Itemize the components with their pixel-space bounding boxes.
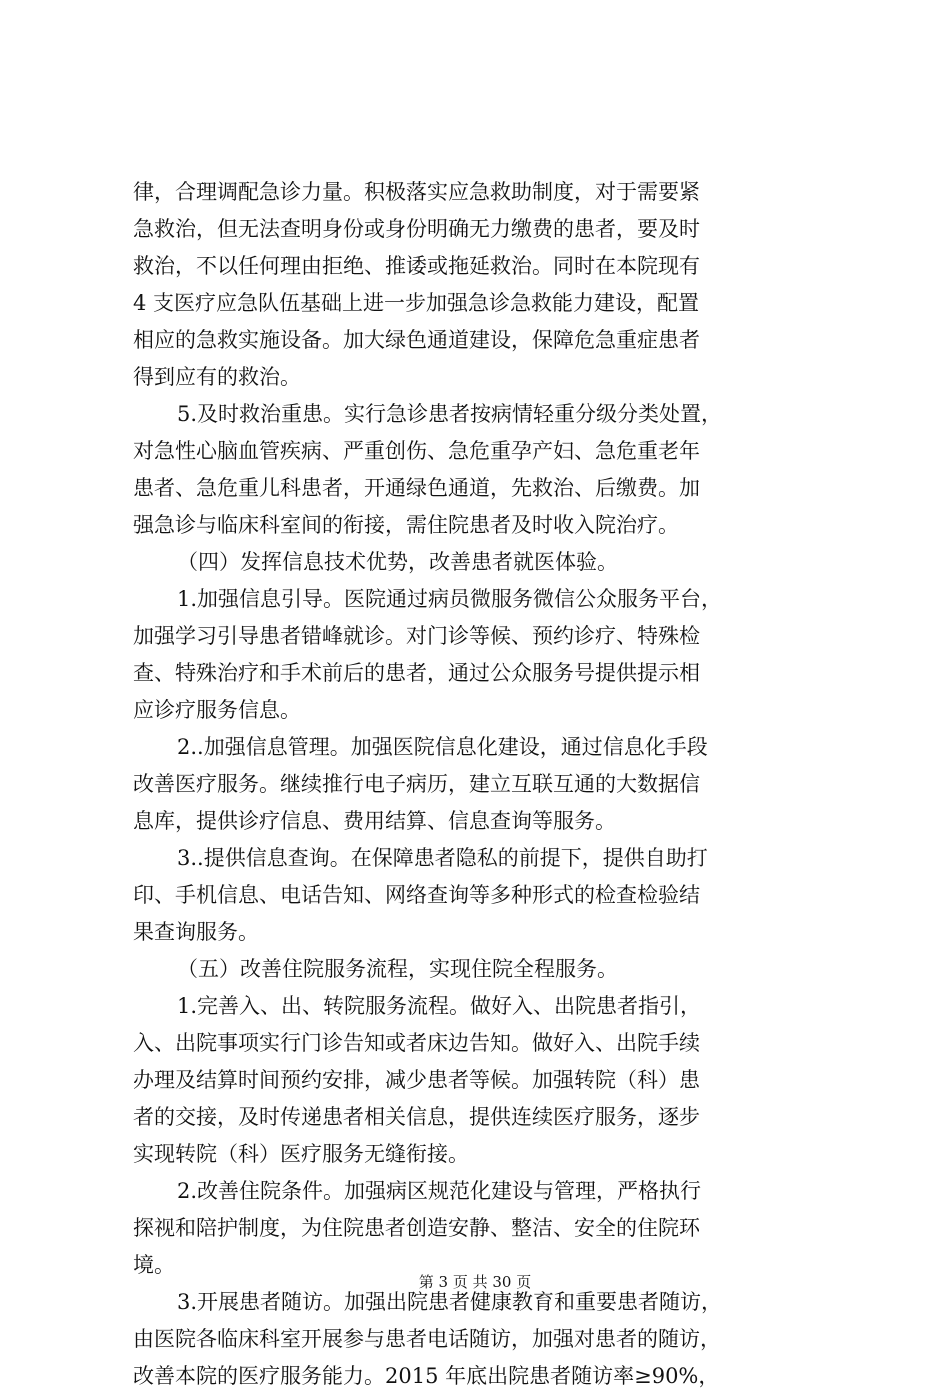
text-line: 息库，提供诊疗信息、费用结算、信息查询等服务。 xyxy=(133,809,616,833)
text-line: 入、出院事项实行门诊告知或者床边告知。做好入、出院手续 xyxy=(133,1031,700,1055)
text-line: 3..提供信息查询。在保障患者隐私的前提下，提供自助打 xyxy=(177,846,708,870)
text-line: 5.及时救治重患。实行急诊患者按病情轻重分级分类处置， xyxy=(177,402,723,426)
text-line: 得到应有的救治。 xyxy=(133,365,301,389)
text-line: 者的交接，及时传递患者相关信息，提供连续医疗服务，逐步 xyxy=(133,1105,700,1129)
text-line: 办理及结算时间预约安排，减少患者等候。加强转院（科）患 xyxy=(133,1068,700,1092)
text-line: 救治，不以任何理由拒绝、推诿或拖延救治。同时在本院现有 xyxy=(133,254,700,278)
text-line: 2.改善住院条件。加强病区规范化建设与管理，严格执行 xyxy=(177,1179,702,1203)
text-line: （四）发挥信息技术优势，改善患者就医体验。 xyxy=(177,550,618,574)
page-footer: 第 3 页 共 30 页 xyxy=(418,1273,532,1291)
text-line: 患者、急危重儿科患者，开通绿色通道，先救治、后缴费。加 xyxy=(133,476,700,500)
text-line: 3.开展患者随访。加强出院患者健康教育和重要患者随访， xyxy=(177,1290,723,1314)
text-line: 急救治，但无法查明身份或身份明确无力缴费的患者，要及时 xyxy=(133,217,700,241)
text-line: 探视和陪护制度，为住院患者创造安静、整洁、安全的住院环 xyxy=(133,1216,700,1240)
text-line: 印、手机信息、电话告知、网络查询等多种形式的检查检验结 xyxy=(133,883,700,907)
text-line: 由医院各临床科室开展参与患者电话随访，加强对患者的随访， xyxy=(133,1327,721,1351)
text-line: 实现转院（科）医疗服务无缝衔接。 xyxy=(133,1142,469,1166)
text-line: （五）改善住院服务流程，实现住院全程服务。 xyxy=(177,957,618,981)
text-line: 强急诊与临床科室间的衔接，需住院患者及时收入院治疗。 xyxy=(133,513,679,537)
text-line: 1.加强信息引导。医院通过病员微服务微信公众服务平台， xyxy=(177,587,723,611)
text-line: 果查询服务。 xyxy=(133,920,259,944)
text-line: 4 支医疗应急队伍基础上进一步加强急诊急救能力建设，配置 xyxy=(133,291,700,315)
text-line: 应诊疗服务信息。 xyxy=(133,698,301,722)
text-line: 律，合理调配急诊力量。积极落实应急救助制度，对于需要紧 xyxy=(133,180,700,204)
text-line: 改善医疗服务。继续推行电子病历，建立互联互通的大数据信 xyxy=(133,772,700,796)
text-line: 改善本院的医疗服务能力。2015 年底出院患者随访率≥90%， xyxy=(133,1364,720,1388)
text-line: 查、特殊治疗和手术前后的患者，通过公众服务号提供提示相 xyxy=(133,661,700,685)
document-body xyxy=(133,174,833,1395)
text-line: 对急性心脑血管疾病、严重创伤、急危重孕产妇、急危重老年 xyxy=(133,439,700,463)
text-line: 境。 xyxy=(133,1253,175,1277)
text-line: 加强学习引导患者错峰就诊。对门诊等候、预约诊疗、特殊检 xyxy=(133,624,700,648)
text-line: 1.完善入、出、转院服务流程。做好入、出院患者指引， xyxy=(177,994,702,1018)
text-line: 相应的急救实施设备。加大绿色通道建设，保障危急重症患者 xyxy=(133,328,700,352)
text-line: 2..加强信息管理。加强医院信息化建设，通过信息化手段 xyxy=(177,735,708,759)
